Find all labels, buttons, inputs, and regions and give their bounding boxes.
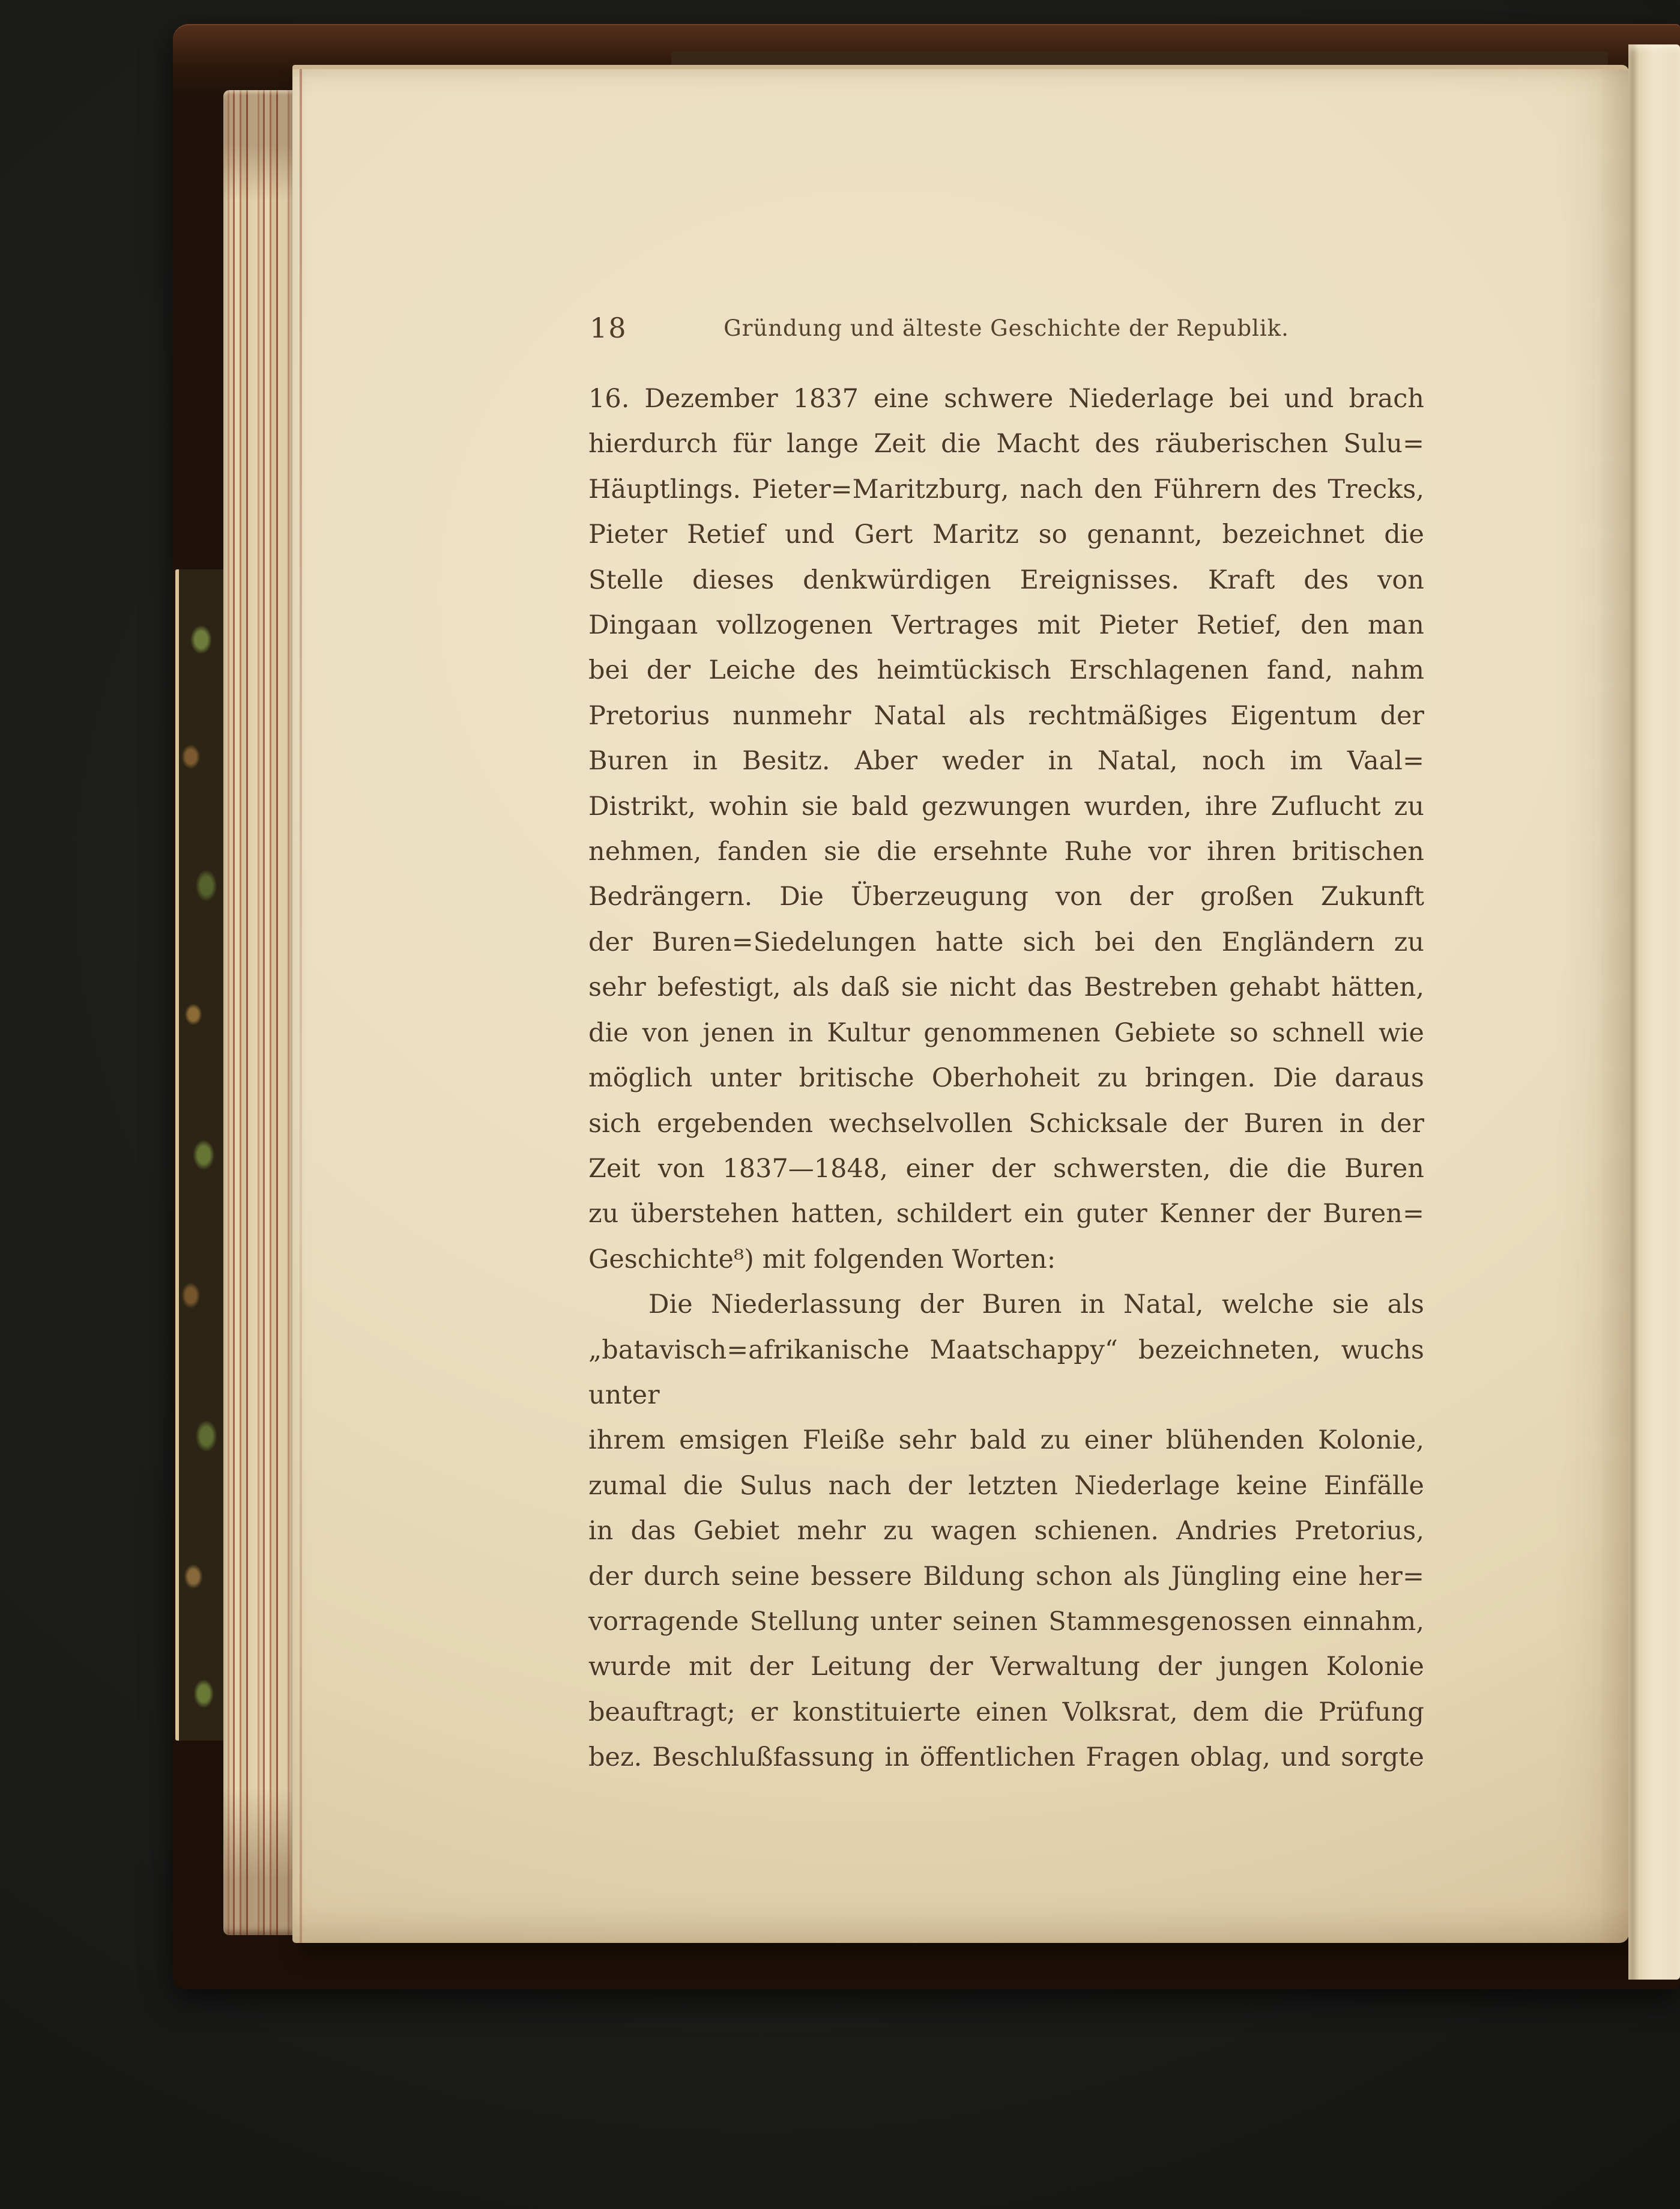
text-line: der Buren=Siedelungen hatte sich bei den Engländern zu bbox=[588, 927, 1424, 957]
book-page bbox=[292, 65, 1629, 1943]
page-edge-stack bbox=[223, 90, 294, 1935]
text-line: der durch seine bessere Bildung schon als Jüngling eine her= bbox=[588, 1561, 1424, 1592]
adjacent-page-fold bbox=[1628, 44, 1680, 1980]
text-line: sehr befestigt, als daß sie nicht das Bestreben gehabt hätten, bbox=[588, 972, 1424, 1003]
text-line: nehmen, fanden sie die ersehnte Ruhe vor ihren britischen bbox=[588, 837, 1424, 867]
marbled-spine bbox=[175, 569, 227, 1741]
text-line: Buren in Besitz. Aber weder in Natal, noch im Vaal= bbox=[588, 746, 1424, 777]
page-number: 18 bbox=[590, 312, 627, 344]
text-line: 16. Dezember 1837 eine schwere Niederlage bei und brach bbox=[588, 384, 1424, 414]
text-line: Dingaan vollzogenen Vertrages mit Pieter Retief, den man bbox=[588, 610, 1424, 641]
text-line: bei der Leiche des heimtückisch Erschlagenen fand, nahm bbox=[588, 655, 1424, 686]
text-line: möglich unter britische Oberhoheit zu bringen. Die daraus bbox=[588, 1063, 1424, 1094]
text-line: die von jenen in Kultur genommenen Gebiete so schnell wie bbox=[588, 1017, 1424, 1048]
text-line: Distrikt, wohin sie bald gezwungen wurden, ihre Zuflucht zu bbox=[588, 791, 1424, 822]
text-line: wurde mit der Leitung der Verwaltung der jungen Kolonie bbox=[588, 1652, 1424, 1682]
text-line: Pretorius nunmehr Natal als rechtmäßiges Eigentum der bbox=[588, 700, 1424, 731]
text-line: ihrem emsigen Fleiße sehr bald zu einer blühenden Kolonie, bbox=[588, 1425, 1424, 1456]
text-line: in das Gebiet mehr zu wagen schienen. Andries Pretorius, bbox=[588, 1516, 1424, 1547]
running-title: Gründung und älteste Geschichte der Republik. bbox=[724, 315, 1289, 341]
text-line: vorragende Stellung unter seinen Stammesgenossen einnahm, bbox=[588, 1606, 1424, 1637]
text-line: Stelle dieses denkwürdigen Ereignisses. Kraft des von bbox=[588, 565, 1424, 595]
text-line: zu überstehen hatten, schildert ein guter Kenner der Buren= bbox=[588, 1199, 1424, 1229]
text-line: hierdurch für lange Zeit die Macht des räuberischen Sulu= bbox=[588, 429, 1424, 459]
text-line: Die Niederlassung der Buren in Natal, welche sie als bbox=[648, 1289, 1424, 1320]
text-line: Pieter Retief und Gert Maritz so genannt, bezeichnet die bbox=[588, 520, 1424, 550]
page-header bbox=[588, 308, 1424, 350]
text-line: sich ergebenden wechselvollen Schicksale der Buren in der bbox=[588, 1108, 1424, 1139]
text-line: zumal die Sulus nach der letzten Niederlage keine Einfälle bbox=[588, 1470, 1424, 1501]
text-line: Zeit von 1837—1848, einer der schwersten, die die Buren bbox=[588, 1153, 1424, 1184]
body-text bbox=[588, 377, 1424, 1781]
text-line: Häuptlings. Pieter=Maritzburg, nach den Führern des Trecks, bbox=[588, 474, 1424, 505]
text-line: beauftragt; er konstituierte einen Volksrat, dem die Prüfung bbox=[588, 1697, 1424, 1727]
text-line: Geschichte⁸) mit folgenden Worten: bbox=[588, 1244, 1056, 1274]
text-line: Bedrängern. Die Überzeugung von der großen Zukunft bbox=[588, 882, 1424, 912]
text-line: bez. Beschlußfassung in öffentlichen Fragen oblag, und sorgte bbox=[588, 1742, 1424, 1773]
text-line: „batavisch=afrikanische Maatschappy“ bezeichneten, wuchs unter bbox=[588, 1335, 1424, 1410]
